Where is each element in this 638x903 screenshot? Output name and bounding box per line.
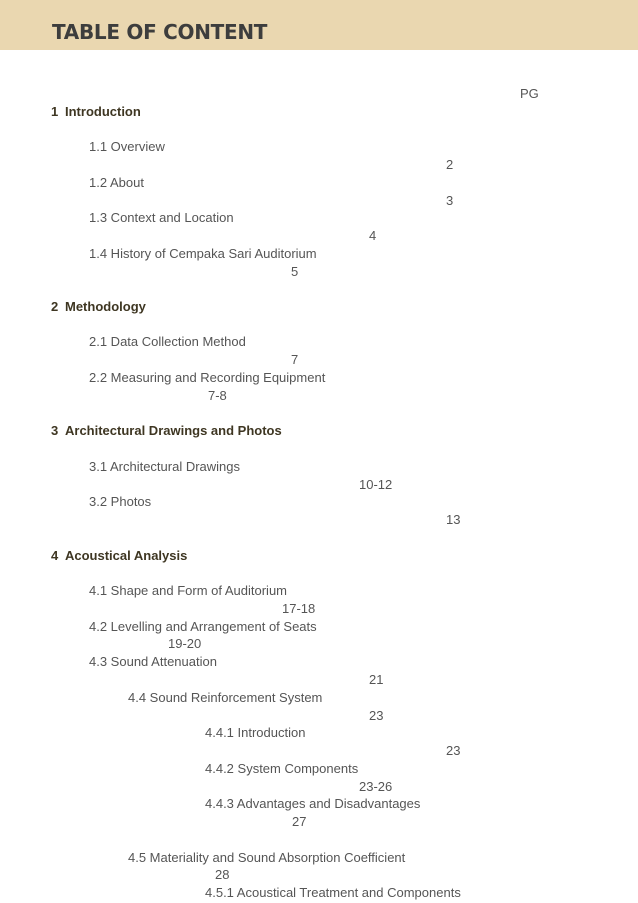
toc-entry-page: 10-12	[359, 477, 393, 492]
toc-entry-page: 27	[292, 814, 307, 829]
toc-entry-label: 4.4.1 Introduction	[205, 725, 306, 740]
toc-entry-page: 3	[446, 193, 454, 208]
toc-entry-page: 28	[215, 867, 230, 882]
toc-entry-page: 21	[369, 672, 384, 687]
toc-entry-label: 4.2 Levelling and Arrangement of Seats	[89, 619, 317, 634]
toc-entry-label: 4.4.3 Advantages and Disadvantages	[205, 796, 421, 811]
page-column-label: PG	[520, 86, 539, 101]
section-title-methodology: Methodology	[65, 299, 146, 314]
section-number: 2	[51, 299, 59, 314]
toc-entry-label: 1.2 About	[89, 175, 144, 190]
toc-entry-page: 23-26	[359, 779, 393, 794]
toc-entry-page: 7	[291, 352, 299, 367]
toc-entry-page: 2	[446, 157, 454, 172]
toc-entry-label: 2.2 Measuring and Recording Equipment	[89, 370, 326, 385]
toc-entry-label: 4.5 Materiality and Sound Absorption Coefficient	[128, 850, 406, 865]
toc-entry-page: 19-20	[168, 636, 202, 651]
toc-entry-label: 4.1 Shape and Form of Auditorium	[89, 583, 288, 598]
section-title-introduction: Introduction	[65, 104, 141, 119]
toc-entry-page: 23	[369, 708, 384, 723]
toc-entry-label: 3.1 Architectural Drawings	[89, 459, 241, 474]
toc-entry-label: 1.1 Overview	[89, 139, 165, 154]
toc-entry-page: 4	[369, 228, 377, 243]
toc-entry-label: 4.4.2 System Components	[205, 761, 359, 776]
section-title-acoustical-analysis: Acoustical Analysis	[65, 548, 188, 563]
toc-entry-label: 4.4 Sound Reinforcement System	[128, 690, 323, 705]
section-number: 1	[51, 104, 59, 119]
toc-entry-page: 23	[446, 743, 461, 758]
toc-entry-label: 4.3 Sound Attenuation	[89, 654, 217, 669]
toc-entry-page: 7-8	[208, 388, 227, 403]
toc-entry-page: 5	[291, 264, 299, 279]
section-number: 3	[51, 423, 59, 438]
toc-entry-label: 1.3 Context and Location	[89, 210, 234, 225]
section-number: 4	[51, 548, 59, 563]
toc-entry-label: 3.2 Photos	[89, 494, 152, 509]
toc-entry-label: 4.5.1 Acoustical Treatment and Components	[205, 885, 461, 900]
page-title: TABLE OF CONTENT	[52, 20, 268, 44]
toc-entry-page: 13	[446, 512, 461, 527]
toc-entry-label: 1.4 History of Cempaka Sari Auditorium	[89, 246, 317, 261]
section-title-architectural-drawings: Architectural Drawings and Photos	[65, 423, 282, 438]
toc-entry-label: 2.1 Data Collection Method	[89, 334, 246, 349]
toc-entry-page: 17-18	[282, 601, 316, 616]
